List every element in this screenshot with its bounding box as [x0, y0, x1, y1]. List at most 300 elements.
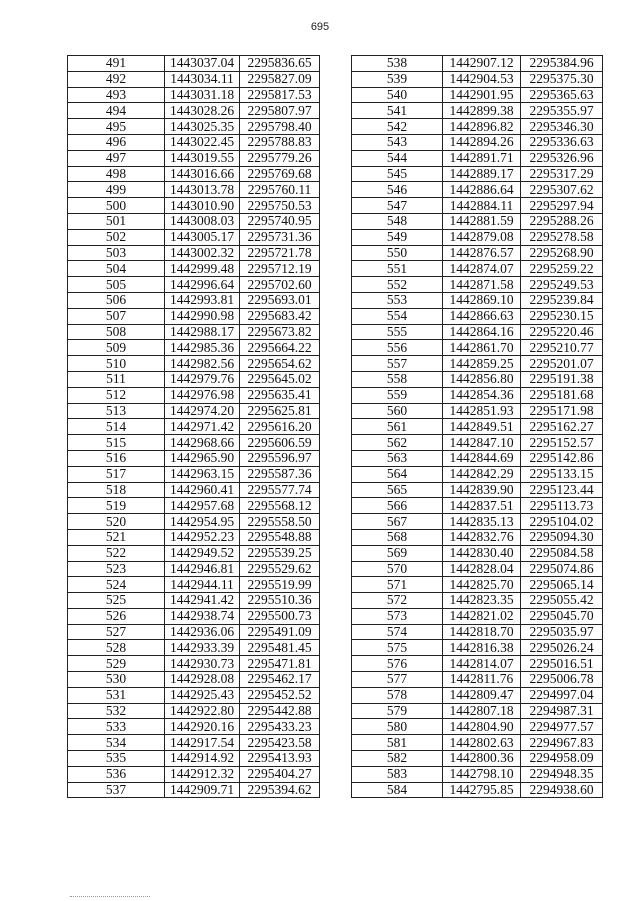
x-coordinate-cell: 1442941.42: [165, 593, 240, 609]
y-coordinate-cell: 2295587.36: [240, 466, 320, 482]
y-coordinate-cell: 2295491.09: [240, 624, 320, 640]
table-row: [352, 261, 603, 277]
point-number-cell: 579: [352, 703, 443, 719]
x-coordinate-cell: 1442844.69: [443, 450, 521, 466]
x-coordinate-cell: 1442861.70: [443, 340, 521, 356]
point-number-cell: 539: [352, 71, 443, 87]
x-coordinate-cell: 1442871.58: [443, 277, 521, 293]
x-coordinate-cell: 1442928.08: [165, 672, 240, 688]
point-number-cell: 582: [352, 751, 443, 767]
y-coordinate-cell: 2294977.57: [521, 719, 603, 735]
y-coordinate-cell: 2294987.31: [521, 703, 603, 719]
y-coordinate-cell: 2295152.57: [521, 435, 603, 451]
y-coordinate-cell: 2295798.40: [240, 119, 320, 135]
x-coordinate-cell: 1442876.57: [443, 245, 521, 261]
x-coordinate-cell: 1443037.04: [165, 56, 240, 72]
point-number-cell: 575: [352, 640, 443, 656]
point-number-cell: 510: [68, 356, 165, 372]
x-coordinate-cell: 1442990.98: [165, 308, 240, 324]
table-row: [352, 687, 603, 703]
table-row: [68, 198, 320, 214]
x-coordinate-cell: 1443028.26: [165, 103, 240, 119]
y-coordinate-cell: 2295836.65: [240, 56, 320, 72]
table-row: [68, 624, 320, 640]
table-row: [352, 119, 603, 135]
y-coordinate-cell: 2295596.97: [240, 450, 320, 466]
point-number-cell: 546: [352, 182, 443, 198]
table-row: [352, 498, 603, 514]
point-number-cell: 551: [352, 261, 443, 277]
point-number-cell: 537: [68, 782, 165, 798]
y-coordinate-cell: 2295452.52: [240, 687, 320, 703]
point-number-cell: 505: [68, 277, 165, 293]
point-number-cell: 495: [68, 119, 165, 135]
y-coordinate-cell: 2295413.93: [240, 751, 320, 767]
point-number-cell: 561: [352, 419, 443, 435]
x-coordinate-cell: 1443022.45: [165, 134, 240, 150]
point-number-cell: 563: [352, 450, 443, 466]
y-coordinate-cell: 2295288.26: [521, 213, 603, 229]
y-coordinate-cell: 2295548.88: [240, 529, 320, 545]
x-coordinate-cell: 1442974.20: [165, 403, 240, 419]
point-number-cell: 573: [352, 608, 443, 624]
y-coordinate-cell: 2295035.97: [521, 624, 603, 640]
point-number-cell: 516: [68, 450, 165, 466]
point-number-cell: 566: [352, 498, 443, 514]
y-coordinate-cell: 2295074.86: [521, 561, 603, 577]
y-coordinate-cell: 2295568.12: [240, 498, 320, 514]
y-coordinate-cell: 2295779.26: [240, 150, 320, 166]
table-row: [68, 782, 320, 798]
table-row: [68, 766, 320, 782]
point-number-cell: 528: [68, 640, 165, 656]
y-coordinate-cell: 2295375.30: [521, 71, 603, 87]
point-number-cell: 559: [352, 387, 443, 403]
table-row: [352, 71, 603, 87]
x-coordinate-cell: 1443025.35: [165, 119, 240, 135]
table-row: [352, 324, 603, 340]
table-row: [352, 782, 603, 798]
point-number-cell: 517: [68, 466, 165, 482]
x-coordinate-cell: 1442954.95: [165, 514, 240, 530]
point-number-cell: 554: [352, 308, 443, 324]
point-number-cell: 513: [68, 403, 165, 419]
x-coordinate-cell: 1442971.42: [165, 419, 240, 435]
table-row: [68, 229, 320, 245]
x-coordinate-cell: 1442938.74: [165, 608, 240, 624]
table-row: [352, 198, 603, 214]
point-number-cell: 523: [68, 561, 165, 577]
y-coordinate-cell: 2295433.23: [240, 719, 320, 735]
coordinates-table-left: [67, 55, 320, 798]
x-coordinate-cell: 1442884.11: [443, 198, 521, 214]
point-number-cell: 549: [352, 229, 443, 245]
x-coordinate-cell: 1442922.80: [165, 703, 240, 719]
table-row: [68, 608, 320, 624]
x-coordinate-cell: 1442856.80: [443, 371, 521, 387]
table-row: [68, 166, 320, 182]
y-coordinate-cell: 2294938.60: [521, 782, 603, 798]
x-coordinate-cell: 1442851.93: [443, 403, 521, 419]
point-number-cell: 526: [68, 608, 165, 624]
point-number-cell: 540: [352, 87, 443, 103]
y-coordinate-cell: 2295123.44: [521, 482, 603, 498]
point-number-cell: 522: [68, 545, 165, 561]
y-coordinate-cell: 2295510.36: [240, 593, 320, 609]
point-number-cell: 524: [68, 577, 165, 593]
table-row: [352, 387, 603, 403]
x-coordinate-cell: 1442842.29: [443, 466, 521, 482]
x-coordinate-cell: 1442837.51: [443, 498, 521, 514]
table-row: [68, 419, 320, 435]
x-coordinate-cell: 1443034.11: [165, 71, 240, 87]
x-coordinate-cell: 1442839.90: [443, 482, 521, 498]
x-coordinate-cell: 1442917.54: [165, 735, 240, 751]
point-number-cell: 491: [68, 56, 165, 72]
table-row: [68, 672, 320, 688]
table-row: [68, 119, 320, 135]
x-coordinate-cell: 1442828.04: [443, 561, 521, 577]
table-row: [68, 703, 320, 719]
x-coordinate-cell: 1442866.63: [443, 308, 521, 324]
point-number-cell: 571: [352, 577, 443, 593]
point-number-cell: 531: [68, 687, 165, 703]
x-coordinate-cell: 1442886.64: [443, 182, 521, 198]
y-coordinate-cell: 2295740.95: [240, 213, 320, 229]
y-coordinate-cell: 2295616.20: [240, 419, 320, 435]
point-number-cell: 581: [352, 735, 443, 751]
x-coordinate-cell: 1442957.68: [165, 498, 240, 514]
y-coordinate-cell: 2295539.25: [240, 545, 320, 561]
point-number-cell: 515: [68, 435, 165, 451]
y-coordinate-cell: 2295404.27: [240, 766, 320, 782]
table-row: [68, 751, 320, 767]
point-number-cell: 525: [68, 593, 165, 609]
point-number-cell: 560: [352, 403, 443, 419]
point-number-cell: 504: [68, 261, 165, 277]
table-row: [352, 735, 603, 751]
table-row: [352, 403, 603, 419]
y-coordinate-cell: 2295635.41: [240, 387, 320, 403]
table-row: [352, 640, 603, 656]
table-row: [68, 577, 320, 593]
x-coordinate-cell: 1442930.73: [165, 656, 240, 672]
point-number-cell: 542: [352, 119, 443, 135]
x-coordinate-cell: 1442814.07: [443, 656, 521, 672]
point-number-cell: 499: [68, 182, 165, 198]
x-coordinate-cell: 1442914.92: [165, 751, 240, 767]
y-coordinate-cell: 2295006.78: [521, 672, 603, 688]
y-coordinate-cell: 2295673.82: [240, 324, 320, 340]
y-coordinate-cell: 2295191.38: [521, 371, 603, 387]
x-coordinate-cell: 1442925.43: [165, 687, 240, 703]
x-coordinate-cell: 1442832.76: [443, 529, 521, 545]
table-row: [352, 182, 603, 198]
y-coordinate-cell: 2295760.11: [240, 182, 320, 198]
y-coordinate-cell: 2295654.62: [240, 356, 320, 372]
y-coordinate-cell: 2295133.15: [521, 466, 603, 482]
point-number-cell: 547: [352, 198, 443, 214]
x-coordinate-cell: 1442859.25: [443, 356, 521, 372]
point-number-cell: 496: [68, 134, 165, 150]
point-number-cell: 507: [68, 308, 165, 324]
point-number-cell: 556: [352, 340, 443, 356]
y-coordinate-cell: 2295683.42: [240, 308, 320, 324]
point-number-cell: 519: [68, 498, 165, 514]
y-coordinate-cell: 2294948.35: [521, 766, 603, 782]
x-coordinate-cell: 1442800.36: [443, 751, 521, 767]
point-number-cell: 553: [352, 292, 443, 308]
point-number-cell: 494: [68, 103, 165, 119]
y-coordinate-cell: 2295712.19: [240, 261, 320, 277]
point-number-cell: 558: [352, 371, 443, 387]
table-row: [352, 103, 603, 119]
point-number-cell: 578: [352, 687, 443, 703]
y-coordinate-cell: 2295249.53: [521, 277, 603, 293]
table-row: [352, 719, 603, 735]
x-coordinate-cell: 1442985.36: [165, 340, 240, 356]
point-number-cell: 548: [352, 213, 443, 229]
x-coordinate-cell: 1443031.18: [165, 87, 240, 103]
y-coordinate-cell: 2295113.73: [521, 498, 603, 514]
y-coordinate-cell: 2295181.68: [521, 387, 603, 403]
x-coordinate-cell: 1442968.66: [165, 435, 240, 451]
x-coordinate-cell: 1442965.90: [165, 450, 240, 466]
table-row: [68, 719, 320, 735]
point-number-cell: 502: [68, 229, 165, 245]
y-coordinate-cell: 2295055.42: [521, 593, 603, 609]
point-number-cell: 564: [352, 466, 443, 482]
table-row: [352, 561, 603, 577]
point-number-cell: 583: [352, 766, 443, 782]
y-coordinate-cell: 2295201.07: [521, 356, 603, 372]
y-coordinate-cell: 2295162.27: [521, 419, 603, 435]
y-coordinate-cell: 2295355.97: [521, 103, 603, 119]
table-row: [68, 324, 320, 340]
table-row: [352, 482, 603, 498]
table-row: [352, 656, 603, 672]
x-coordinate-cell: 1442823.35: [443, 593, 521, 609]
x-coordinate-cell: 1442952.23: [165, 529, 240, 545]
table-row: [352, 435, 603, 451]
y-coordinate-cell: 2295471.81: [240, 656, 320, 672]
table-row: [68, 450, 320, 466]
table-row: [352, 371, 603, 387]
x-coordinate-cell: 1442849.51: [443, 419, 521, 435]
x-coordinate-cell: 1442818.70: [443, 624, 521, 640]
table-row: [68, 371, 320, 387]
x-coordinate-cell: 1442899.38: [443, 103, 521, 119]
y-coordinate-cell: 2295084.58: [521, 545, 603, 561]
y-coordinate-cell: 2295693.01: [240, 292, 320, 308]
y-coordinate-cell: 2295171.98: [521, 403, 603, 419]
table-row: [352, 87, 603, 103]
point-number-cell: 534: [68, 735, 165, 751]
y-coordinate-cell: 2295239.84: [521, 292, 603, 308]
y-coordinate-cell: 2295336.63: [521, 134, 603, 150]
table-row: [68, 514, 320, 530]
x-coordinate-cell: 1443013.78: [165, 182, 240, 198]
x-coordinate-cell: 1442912.32: [165, 766, 240, 782]
point-number-cell: 536: [68, 766, 165, 782]
x-coordinate-cell: 1442795.85: [443, 782, 521, 798]
table-row: [352, 751, 603, 767]
x-coordinate-cell: 1442933.39: [165, 640, 240, 656]
x-coordinate-cell: 1442874.07: [443, 261, 521, 277]
table-row: [68, 213, 320, 229]
point-number-cell: 493: [68, 87, 165, 103]
y-coordinate-cell: 2295142.86: [521, 450, 603, 466]
table-row: [68, 498, 320, 514]
x-coordinate-cell: 1442896.82: [443, 119, 521, 135]
x-coordinate-cell: 1442869.10: [443, 292, 521, 308]
y-coordinate-cell: 2295481.45: [240, 640, 320, 656]
x-coordinate-cell: 1442802.63: [443, 735, 521, 751]
x-coordinate-cell: 1442976.98: [165, 387, 240, 403]
table-row: [352, 703, 603, 719]
table-row: [352, 356, 603, 372]
table-row: [352, 608, 603, 624]
footer-mark: [70, 896, 150, 899]
y-coordinate-cell: 2295769.68: [240, 166, 320, 182]
x-coordinate-cell: 1442847.10: [443, 435, 521, 451]
table-row: [68, 71, 320, 87]
table-row: [68, 466, 320, 482]
table-row: [68, 482, 320, 498]
table-row: [68, 387, 320, 403]
table-row: [352, 308, 603, 324]
x-coordinate-cell: 1442946.81: [165, 561, 240, 577]
x-coordinate-cell: 1442816.38: [443, 640, 521, 656]
x-coordinate-cell: 1442949.52: [165, 545, 240, 561]
y-coordinate-cell: 2295625.81: [240, 403, 320, 419]
table-row: [68, 593, 320, 609]
x-coordinate-cell: 1442960.41: [165, 482, 240, 498]
y-coordinate-cell: 2295268.90: [521, 245, 603, 261]
point-number-cell: 555: [352, 324, 443, 340]
table-row: [352, 277, 603, 293]
y-coordinate-cell: 2295026.24: [521, 640, 603, 656]
point-number-cell: 532: [68, 703, 165, 719]
y-coordinate-cell: 2295664.22: [240, 340, 320, 356]
table-row: [352, 166, 603, 182]
point-number-cell: 509: [68, 340, 165, 356]
table-row: [352, 624, 603, 640]
x-coordinate-cell: 1442864.16: [443, 324, 521, 340]
y-coordinate-cell: 2295817.53: [240, 87, 320, 103]
point-number-cell: 503: [68, 245, 165, 261]
y-coordinate-cell: 2295220.46: [521, 324, 603, 340]
x-coordinate-cell: 1442999.48: [165, 261, 240, 277]
x-coordinate-cell: 1443010.90: [165, 198, 240, 214]
table-row: [352, 672, 603, 688]
point-number-cell: 580: [352, 719, 443, 735]
point-number-cell: 500: [68, 198, 165, 214]
x-coordinate-cell: 1442830.40: [443, 545, 521, 561]
point-number-cell: 508: [68, 324, 165, 340]
x-coordinate-cell: 1442798.10: [443, 766, 521, 782]
y-coordinate-cell: 2295104.02: [521, 514, 603, 530]
point-number-cell: 570: [352, 561, 443, 577]
x-coordinate-cell: 1442811.76: [443, 672, 521, 688]
point-number-cell: 565: [352, 482, 443, 498]
y-coordinate-cell: 2295529.62: [240, 561, 320, 577]
point-number-cell: 498: [68, 166, 165, 182]
y-coordinate-cell: 2295065.14: [521, 577, 603, 593]
point-number-cell: 550: [352, 245, 443, 261]
page-number: 695: [310, 21, 330, 33]
table-row: [68, 87, 320, 103]
x-coordinate-cell: 1442996.64: [165, 277, 240, 293]
table-row: [68, 340, 320, 356]
table-row: [68, 103, 320, 119]
point-number-cell: 562: [352, 435, 443, 451]
y-coordinate-cell: 2295326.96: [521, 150, 603, 166]
y-coordinate-cell: 2295750.53: [240, 198, 320, 214]
x-coordinate-cell: 1443016.66: [165, 166, 240, 182]
table-row: [68, 561, 320, 577]
x-coordinate-cell: 1442881.59: [443, 213, 521, 229]
x-coordinate-cell: 1442901.95: [443, 87, 521, 103]
y-coordinate-cell: 2294958.09: [521, 751, 603, 767]
x-coordinate-cell: 1442909.71: [165, 782, 240, 798]
y-coordinate-cell: 2295230.15: [521, 308, 603, 324]
point-number-cell: 530: [68, 672, 165, 688]
table-row: [352, 56, 603, 72]
table-row: [68, 529, 320, 545]
y-coordinate-cell: 2295462.17: [240, 672, 320, 688]
x-coordinate-cell: 1442809.47: [443, 687, 521, 703]
x-coordinate-cell: 1442963.15: [165, 466, 240, 482]
x-coordinate-cell: 1442891.71: [443, 150, 521, 166]
x-coordinate-cell: 1442835.13: [443, 514, 521, 530]
table-row: [68, 403, 320, 419]
point-number-cell: 569: [352, 545, 443, 561]
table-row: [68, 134, 320, 150]
y-coordinate-cell: 2295702.60: [240, 277, 320, 293]
point-number-cell: 511: [68, 371, 165, 387]
point-number-cell: 497: [68, 150, 165, 166]
point-number-cell: 527: [68, 624, 165, 640]
point-number-cell: 514: [68, 419, 165, 435]
x-coordinate-cell: 1443008.03: [165, 213, 240, 229]
x-coordinate-cell: 1442825.70: [443, 577, 521, 593]
point-number-cell: 572: [352, 593, 443, 609]
table-row: [68, 261, 320, 277]
table-row: [352, 340, 603, 356]
point-number-cell: 577: [352, 672, 443, 688]
x-coordinate-cell: 1442988.17: [165, 324, 240, 340]
y-coordinate-cell: 2295442.88: [240, 703, 320, 719]
point-number-cell: 541: [352, 103, 443, 119]
table-row: [68, 56, 320, 72]
point-number-cell: 543: [352, 134, 443, 150]
y-coordinate-cell: 2295807.97: [240, 103, 320, 119]
point-number-cell: 574: [352, 624, 443, 640]
x-coordinate-cell: 1442894.26: [443, 134, 521, 150]
y-coordinate-cell: 2295827.09: [240, 71, 320, 87]
x-coordinate-cell: 1442944.11: [165, 577, 240, 593]
y-coordinate-cell: 2295317.29: [521, 166, 603, 182]
y-coordinate-cell: 2295016.51: [521, 656, 603, 672]
table-row: [352, 292, 603, 308]
point-number-cell: 529: [68, 656, 165, 672]
y-coordinate-cell: 2295210.77: [521, 340, 603, 356]
y-coordinate-cell: 2295045.70: [521, 608, 603, 624]
table-row: [352, 466, 603, 482]
y-coordinate-cell: 2295346.30: [521, 119, 603, 135]
point-number-cell: 506: [68, 292, 165, 308]
